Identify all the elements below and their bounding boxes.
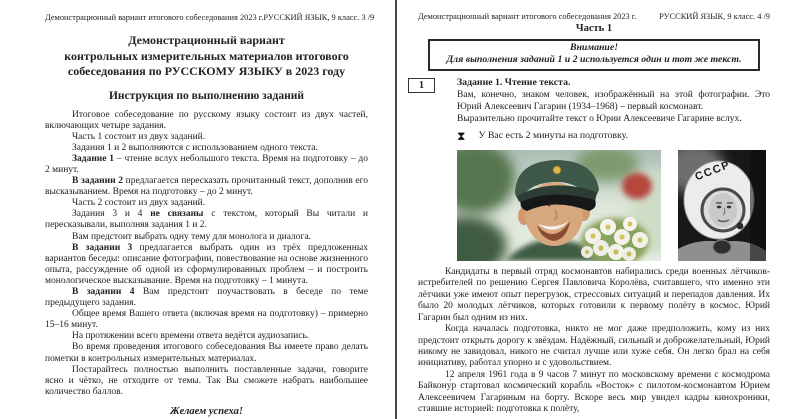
helmet-mic [737, 222, 744, 229]
paragraph: Вам предстоит выбрать одну тему для монолога и диалога. [72, 231, 312, 242]
paragraph: Часть 1 состоит из двух заданий. [72, 131, 206, 142]
task-number-box [408, 78, 435, 93]
document-title [45, 33, 368, 80]
hourglass-icon: ⧗ [457, 128, 466, 143]
header-page-info: РУССКИЙ ЯЗЫК, 9 класс. 4 /9 [659, 12, 770, 21]
paragraph: Задание 1 – чтение вслух небольшого текста. Время на подготовку – до 2 минут. [45, 153, 369, 175]
title-line-2: контрольных измерительных материалов итогового [64, 48, 349, 63]
attention-box [428, 39, 760, 71]
task-1-block [418, 77, 770, 261]
paragraph: Итоговое собеседование по русскому языку состоит из двух частей, включающих четыре задания. [45, 109, 368, 131]
photo-gagarin-portrait [457, 150, 661, 261]
timer-text: У Вас есть 2 минуты на подготовку. [478, 130, 628, 142]
paragraph: Часть 2 состоит из двух заданий. [72, 198, 206, 209]
paragraph: В задании 2 предлагается пересказать прочитанный текст, дополнив его высказыванием. Время на подготовку – до 2 минут. [45, 176, 368, 198]
paragraph: Постарайтесь полностью выполнить поставленные задачи, говорите ясно и чётко, не отходите от темы. Так Вы сможете набрать наибольшее количество баллов. [45, 364, 368, 397]
paragraph: Выразительно прочитайте текст о Юрии Алексеевиче Гагарине вслух. [457, 114, 742, 125]
instructions-text [45, 110, 368, 398]
paragraph: Во время проведения итогового собеседования Вы имеете право делать пометки в контрольных измерительных материалах. [45, 342, 368, 364]
closing-wish: Желаем успеха! [169, 405, 244, 417]
paragraph: В задании 3 предлагается выбрать один из трёх предложенных вариантов беседы: описание фотографии, повествование на основе жизненного опыта, рассуждение об одной из сформулированных проблем – и построить монологическое высказывание. Время на подготовку – 1 минута. [45, 242, 368, 286]
paragraph: Задания 3 и 4 не связаны с текстом, который Вы читали и пересказывали, выполняя задания 1 и 2. [45, 209, 368, 231]
task-number: 1 [419, 79, 424, 91]
photos-row [457, 150, 770, 261]
helmet-text: СССР [693, 158, 733, 184]
attention-text: Для выполнения заданий 1 и 2 используется один и тот же текст. [446, 53, 742, 65]
task-description [457, 89, 770, 126]
attention-title: Внимание! [569, 42, 619, 53]
paragraph: Общее время Вашего ответа (включая время на подготовку) – примерно 15–16 минут. [45, 309, 368, 331]
face-in-helmet [709, 193, 737, 227]
reading-text [418, 267, 770, 416]
paragraph: В задании 4 Вам предстоит поучаствовать в беседе по теме предыдущего задания. [45, 287, 368, 309]
paragraph: На протяжении всего времени ответа ведётся аудиозапись. [72, 331, 310, 342]
preparation-timer-note [457, 130, 770, 142]
paragraph: Задания 1 и 2 выполняются с использованием одного текста. [72, 142, 318, 153]
paragraph: 12 апреля 1961 года в 9 часов 7 минут по московскому времени с космодрома Байкону́р стартовал космический корабль «Восток» с пилотом-космонавтом Юрием Алексеевичем Гагариным на борту. Вскоре весь мир увидел кадры кинохроники, ставшие историей: подготовка к полёту, [418, 369, 770, 415]
part-title: Часть 1 [575, 23, 613, 34]
instructions-heading: Инструкция по выполнению заданий [108, 89, 304, 102]
red-flower [622, 173, 652, 199]
header-doc-title: Демонстрационный вариант итогового собеседования 2023 г. [418, 12, 637, 21]
page-left [0, 0, 395, 419]
photo-gagarin-helmet [678, 150, 766, 261]
page-right [397, 0, 795, 419]
page-header-left [45, 13, 375, 22]
task-content [457, 77, 770, 261]
paragraph: Вам, конечно, знаком человек, изображённый на этой фотографии. Это Юрий Алексеевич Гагарин (1934–1968) – первый космонавт. [457, 89, 770, 113]
page-header-right [418, 12, 770, 21]
task-title: Задание 1. Чтение текста. [457, 76, 571, 88]
title-line-1: Демонстрационный вариант [128, 33, 285, 47]
paragraph: Кандидаты в первый отряд космонавтов набирались среди военных лётчиков-истребителей по решению Сергея Павловича Королёва, считавшего, что именно эти лётчики уже имеют опыт перегрузок, стрессовых ситуаций и перепадов давления. Их было 20 молодых лётчиков, которых готовили к первому полёту в космос. Юрий Гагарин был одним из них. [418, 266, 770, 323]
paragraph: Когда началась подготовка, никто не мог даже предположить, кому из них предстоит открыть дорогу к звёздам. Надёжный, сильный и доброжелательный, Юрий никому не завидовал, никого не считал лучше или хуже себя. Он легко брал на себя инициативу, работал упорно и с удовольствием. [418, 324, 770, 369]
header-page-info: РУССКИЙ ЯЗЫК, 9 класс. 3 /9 [263, 13, 375, 22]
title-line-3: собеседования по РУССКОМУ ЯЗЫКУ в 2023 году [67, 64, 346, 78]
header-doc-title: Демонстрационный вариант итогового собеседования 2023 г. [45, 13, 264, 22]
